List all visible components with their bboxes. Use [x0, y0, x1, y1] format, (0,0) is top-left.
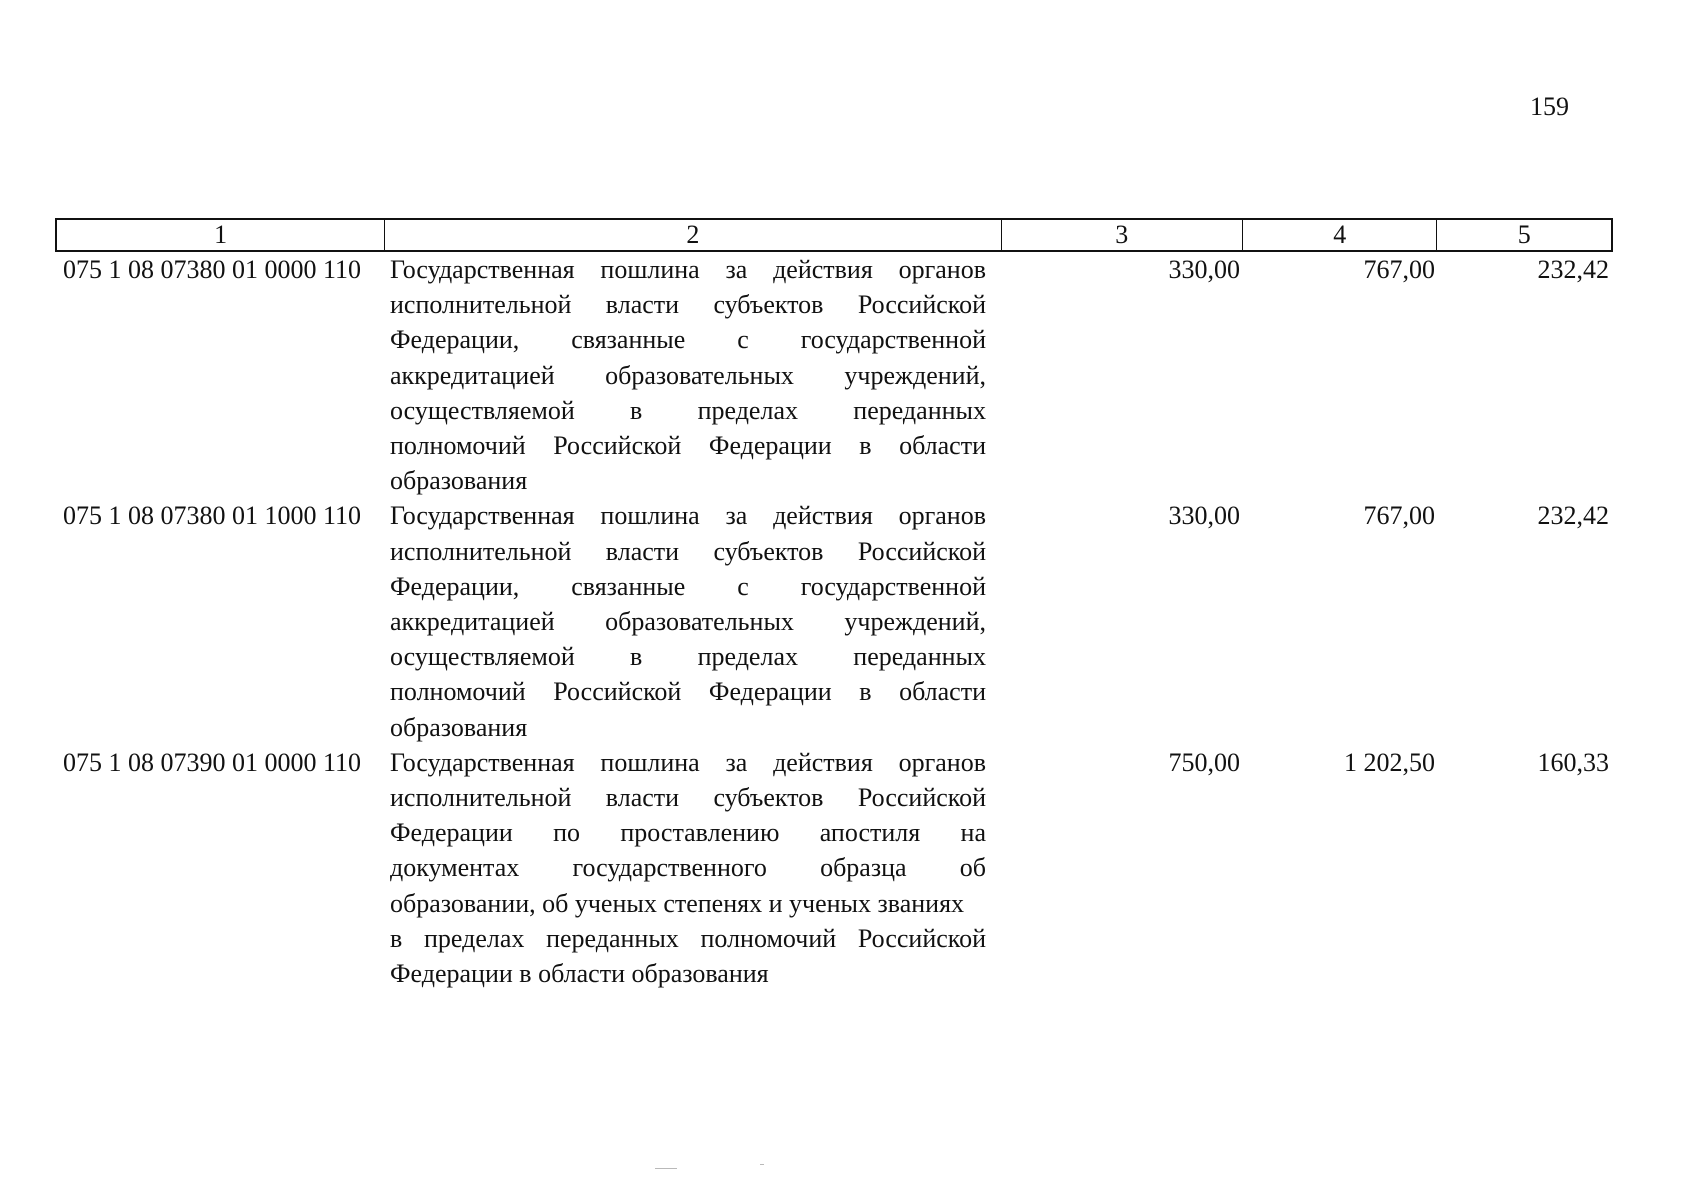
description-line: аккредитацией образовательных учреждений,: [390, 360, 986, 390]
value-col5: 232,42: [1537, 255, 1609, 284]
scan-artifact: [655, 1168, 677, 1169]
description-line: исполнительной власти субъектов Российской: [390, 783, 986, 813]
description-line: исполнительной власти субъектов Российской: [390, 290, 986, 320]
value-col3: 330,00: [1168, 255, 1240, 284]
description-line: Федерации, связанные с государственной: [390, 571, 986, 601]
table-header: [55, 218, 1613, 252]
value-col3: 750,00: [1168, 747, 1240, 777]
description-line: аккредитацией образовательных учреждений,: [390, 607, 986, 637]
page-number: 159: [1530, 92, 1569, 121]
revenue-description: [384, 252, 1002, 498]
budget-code: 075 1 08 07380 01 0000 110: [63, 255, 362, 284]
value-col4: 767,00: [1363, 501, 1435, 531]
description-line: полномочий Российской Федерации в области: [390, 677, 986, 707]
value-col4: 767,00: [1363, 255, 1435, 284]
description-line: Федерации по проставлению апостиля на: [390, 818, 986, 848]
description-line: осуществляемой в пределах переданных: [390, 642, 986, 672]
description-line: Государственная пошлина за действия органов: [390, 255, 986, 284]
budget-code: 075 1 08 07390 01 0000 110: [63, 747, 362, 777]
table-row: [55, 252, 1613, 498]
header-cell-4: 4: [1243, 220, 1438, 250]
description-line: образования: [390, 466, 528, 496]
description-line: Федерации, связанные с государственной: [390, 325, 986, 355]
table-row: [55, 498, 1613, 744]
description-line: Государственная пошлина за действия органов: [390, 747, 986, 777]
budget-code: 075 1 08 07380 01 1000 110: [63, 501, 362, 531]
value-col5: 160,33: [1537, 747, 1609, 777]
value-col4: 1 202,50: [1344, 747, 1435, 777]
description-line: документах государственного образца об: [390, 853, 986, 883]
description-line: осуществляемой в пределах переданных: [390, 395, 986, 425]
description-line: полномочий Российской Федерации в области: [390, 431, 986, 461]
table-row: [55, 745, 1613, 991]
description-line: Федерации в области образования: [390, 959, 769, 989]
description-line: исполнительной власти субъектов Российской: [390, 536, 986, 566]
value-col3: 330,00: [1168, 501, 1240, 531]
header-cell-5: 5: [1517, 220, 1531, 249]
description-line: образования: [390, 712, 528, 742]
description-line: образовании, об ученых степенях и ученых званиях: [390, 888, 965, 918]
value-col5: 232,42: [1537, 501, 1609, 531]
revenue-table: [55, 218, 1613, 991]
header-cell-2: 2: [385, 220, 1001, 250]
revenue-description: [384, 745, 1002, 991]
header-cell-3: 3: [1002, 220, 1243, 250]
description-line: Государственная пошлина за действия органов: [390, 501, 986, 531]
description-line: в пределах переданных полномочий Российской: [390, 923, 986, 953]
scan-artifact: [760, 1164, 764, 1165]
header-cell-1: 1: [57, 220, 385, 250]
revenue-description: [384, 498, 1002, 744]
